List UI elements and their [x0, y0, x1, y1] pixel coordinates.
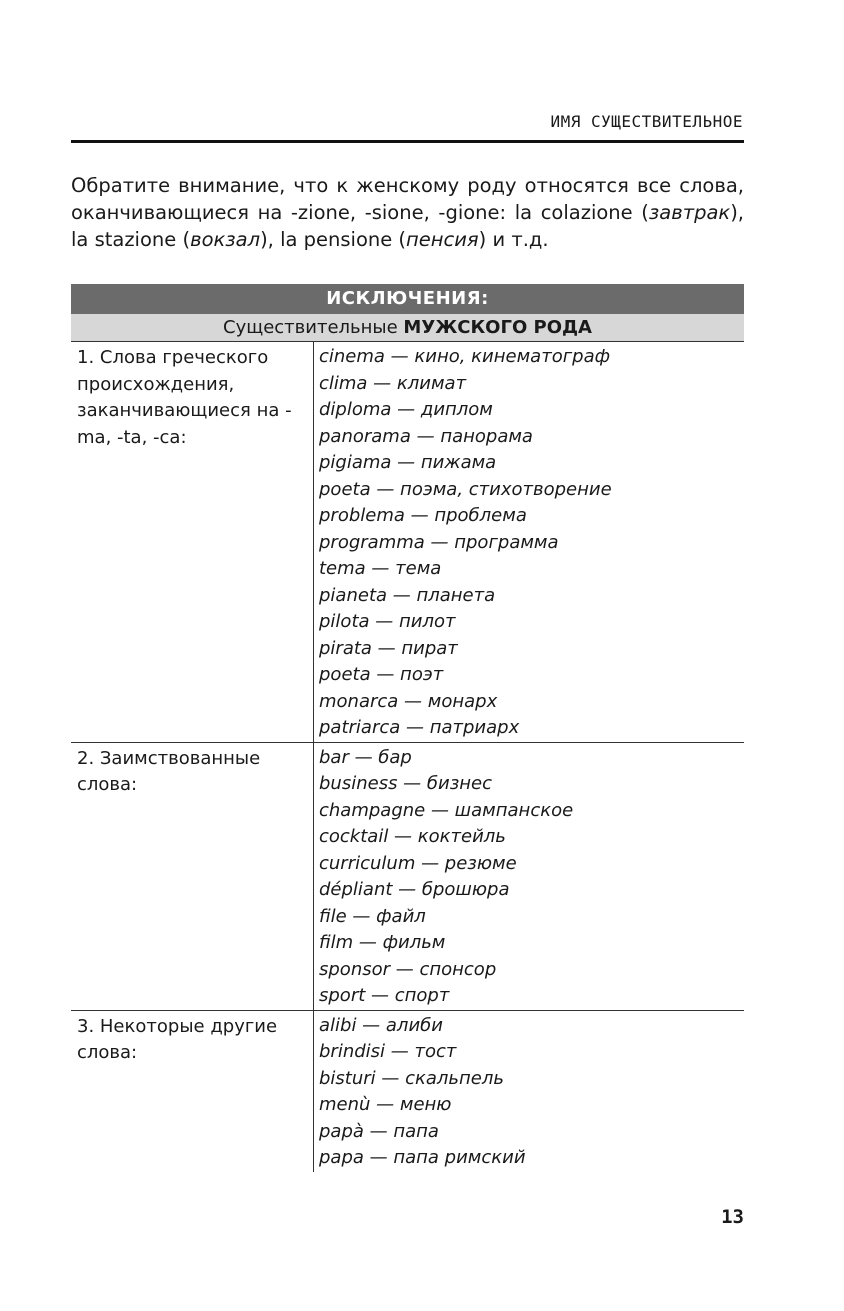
word-item: pilota — пилот: [319, 611, 456, 632]
word-item: alibi — алиби: [319, 1014, 443, 1036]
table-subtitle: [71, 314, 744, 342]
word-item: cinema — кино, кинематограф: [319, 346, 611, 367]
word-item: monarca — монарх: [319, 690, 498, 712]
word-item: dépliant — брошюра: [319, 879, 510, 900]
word-item: pirata — пират: [319, 637, 458, 659]
intro-italic-2: вокзал: [190, 228, 261, 251]
word-item: panorama — панорама: [319, 425, 533, 447]
word-item: bar — бар: [319, 746, 412, 768]
intro-text-3: ), la pensione (: [260, 228, 407, 251]
running-head: ИМЯ СУЩЕСТВИТЕЛЬНОЕ: [550, 112, 743, 131]
word-list-other: [313, 1011, 744, 1172]
intro-italic-1: завтрак: [648, 201, 731, 224]
intro-text-2: ), la stazione (: [71, 201, 744, 251]
table-subtitle-bold: МУЖСКОГО РОДА: [403, 317, 592, 338]
word-item: poeta — поэма, стихотворение: [319, 478, 612, 500]
page-number: 13: [721, 1206, 744, 1228]
word-list-greek: [313, 342, 744, 742]
table-row-borrowed: [71, 743, 744, 1011]
word-item: champagne — шампанское: [319, 799, 574, 821]
word-item: clima — климат: [319, 372, 467, 394]
table-title: ИСКЛЮЧЕНИЯ:: [71, 284, 744, 314]
word-item: papa — папа римский: [319, 1147, 526, 1168]
word-item: diploma — диплом: [319, 399, 493, 420]
header-rule: [71, 140, 744, 143]
word-item: problema — проблема: [319, 505, 527, 526]
word-item: papà — папа: [319, 1120, 439, 1142]
intro-paragraph: [71, 172, 744, 253]
word-item: pianeta — планета: [319, 584, 496, 606]
word-item: programma — программа: [319, 531, 559, 553]
word-item: file — файл: [319, 905, 426, 927]
word-item: sponsor — спонсор: [319, 958, 497, 980]
intro-text-4: ) и т.д.: [478, 228, 549, 251]
intro-italic-3: пенсия: [406, 228, 479, 251]
word-item: bisturi — скальпель: [319, 1067, 504, 1089]
table-row-other: [71, 1011, 744, 1172]
table-row-greek: [71, 342, 744, 743]
category-other: 3. Некоторые другие слова:: [77, 1015, 278, 1063]
word-item: patriarca — патриарх: [319, 717, 520, 738]
word-item: pigiama — пижама: [319, 452, 497, 473]
word-list-borrowed: [313, 743, 744, 1010]
table-subtitle-prefix: Существительные: [223, 317, 404, 338]
category-greek: 1. Слова греческого происхождения, заканчивающиеся на -ma, -ta, -ca:: [77, 347, 292, 448]
word-item: film — фильм: [319, 932, 446, 953]
word-item: curriculum — резюме: [319, 852, 517, 874]
intro-text-1: Обратите внимание, что к женскому роду относятся все слова, оканчивающиеся на -zione, -sione, -gione: la colazione (: [71, 174, 744, 224]
word-item: tema — тема: [319, 558, 442, 579]
word-item: brindisi — тост: [319, 1041, 457, 1062]
word-item: sport — спорт: [319, 985, 450, 1006]
word-item: poeta — поэт: [319, 664, 444, 685]
category-borrowed: 2. Заимствованные слова:: [77, 747, 261, 795]
word-item: cocktail — коктейль: [319, 826, 506, 847]
exceptions-table: [71, 284, 744, 1172]
word-item: menù — меню: [319, 1094, 452, 1115]
word-item: business — бизнес: [319, 773, 493, 794]
